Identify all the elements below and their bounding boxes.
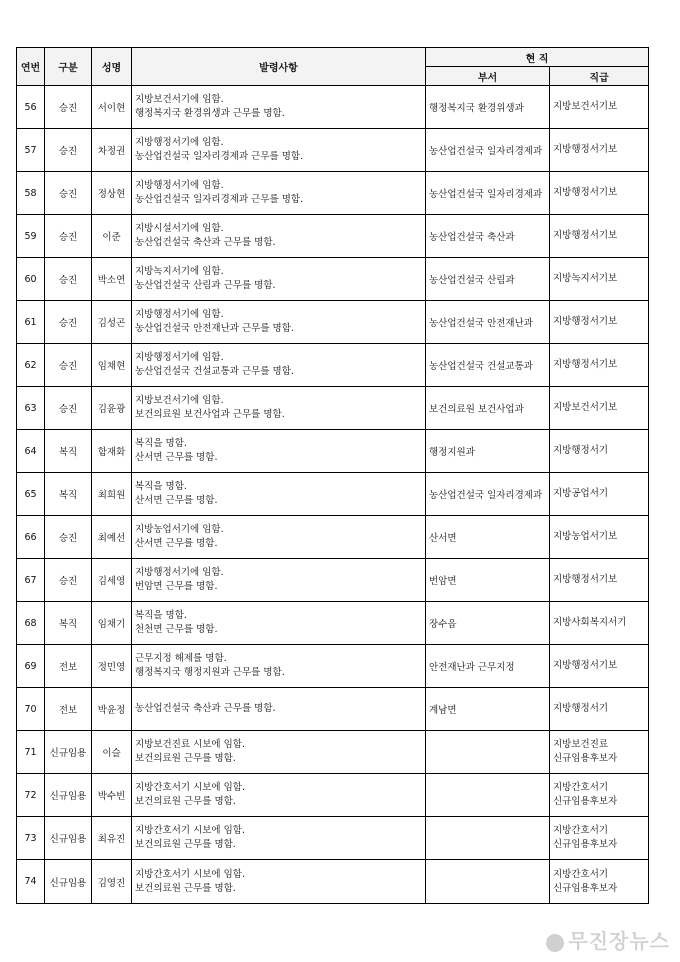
cell-name: 최예선 — [92, 516, 132, 559]
table-row — [17, 516, 649, 559]
rank-line-1: 지방공업서기 — [553, 488, 609, 499]
table-body — [17, 86, 649, 904]
cell-name: 김세영 — [92, 559, 132, 602]
table-row — [17, 559, 649, 602]
newspaper-logo-icon — [546, 934, 564, 952]
cell-department: 안전재난과 근무지정 — [426, 645, 550, 688]
table-row — [17, 344, 649, 387]
cell-department: 번암면 — [426, 559, 550, 602]
cell-rank — [550, 301, 649, 344]
table-row — [17, 387, 649, 430]
cell-rank — [550, 602, 649, 645]
cell-rank — [550, 129, 649, 172]
cell-type: 승진 — [45, 86, 92, 129]
rank-line-1: 지방간호서기 — [553, 782, 609, 793]
cell-name: 박수빈 — [92, 774, 132, 817]
cell-order — [132, 258, 426, 301]
header-rank: 직급 — [550, 67, 649, 86]
order-line-1: 농산업건설국 축산과 근무를 명함. — [135, 703, 276, 714]
cell-name: 함재화 — [92, 430, 132, 473]
order-line-1: 지방행정서기에 임함. — [135, 567, 224, 578]
table-row — [17, 731, 649, 774]
cell-order — [132, 86, 426, 129]
cell-type: 전보 — [45, 645, 92, 688]
cell-rank — [550, 688, 649, 731]
table-row — [17, 473, 649, 516]
order-line-1: 복직을 명함. — [135, 438, 187, 449]
cell-order — [132, 860, 426, 904]
cell-rank — [550, 473, 649, 516]
rank-line-1: 지방간호서기 — [553, 868, 609, 880]
cell-order — [132, 559, 426, 602]
rank-line-1: 지방간호서기 — [553, 825, 609, 836]
cell-order — [132, 602, 426, 645]
cell-no: 57 — [17, 129, 45, 172]
order-line-1: 근무지정 해제를 명함. — [135, 653, 227, 664]
cell-department: 계남면 — [426, 688, 550, 731]
table-row — [17, 860, 649, 904]
order-line-1: 지방행정서기에 임함. — [135, 309, 224, 320]
cell-no: 63 — [17, 387, 45, 430]
cell-no: 56 — [17, 86, 45, 129]
rank-line-2: 신규임용후보자 — [553, 796, 618, 807]
cell-type: 복직 — [45, 430, 92, 473]
table-row — [17, 301, 649, 344]
cell-order — [132, 688, 426, 731]
cell-name: 최유진 — [92, 817, 132, 860]
cell-name: 임채기 — [92, 602, 132, 645]
cell-department — [426, 774, 550, 817]
order-line-1: 지방보건서기에 임함. — [135, 94, 224, 105]
order-line-2: 농산업건설국 일자리경제과 근무를 명함. — [135, 151, 304, 162]
cell-order — [132, 215, 426, 258]
cell-order — [132, 774, 426, 817]
cell-no: 62 — [17, 344, 45, 387]
cell-type: 승진 — [45, 516, 92, 559]
cell-order — [132, 344, 426, 387]
cell-rank — [550, 430, 649, 473]
cell-rank — [550, 86, 649, 129]
cell-order — [132, 731, 426, 774]
cell-rank — [550, 387, 649, 430]
order-line-1: 지방농업서기에 임함. — [135, 524, 224, 535]
cell-type: 신규임용 — [45, 817, 92, 860]
cell-department: 행정복지국 환경위생과 — [426, 86, 550, 129]
table-row — [17, 817, 649, 860]
cell-name: 정상현 — [92, 172, 132, 215]
order-line-2: 보건의료원 근무를 명함. — [135, 753, 236, 764]
cell-type: 승진 — [45, 172, 92, 215]
cell-department: 장수읍 — [426, 602, 550, 645]
rank-line-1: 지방행정서기보 — [553, 230, 618, 241]
rank-line-1: 지방행정서기 — [553, 445, 609, 456]
cell-type: 신규임용 — [45, 774, 92, 817]
cell-type: 승진 — [45, 129, 92, 172]
cell-rank — [550, 645, 649, 688]
order-line-2: 행정복지국 행정지원과 근무를 명함. — [135, 667, 285, 678]
watermark-logo — [546, 925, 670, 954]
order-line-1: 지방녹지서기에 임함. — [135, 266, 224, 277]
cell-name: 박윤정 — [92, 688, 132, 731]
cell-rank — [550, 774, 649, 817]
table-row — [17, 645, 649, 688]
order-line-2: 행정복지국 환경위생과 근무를 명함. — [135, 108, 285, 119]
order-line-2: 보건의료원 근무를 명함. — [135, 839, 236, 850]
cell-department — [426, 860, 550, 904]
order-line-2: 번암면 근무를 명함. — [135, 581, 218, 592]
cell-no: 72 — [17, 774, 45, 817]
cell-name: 이슬 — [92, 731, 132, 774]
cell-no: 59 — [17, 215, 45, 258]
cell-no: 58 — [17, 172, 45, 215]
rank-line-1: 지방보건서기보 — [553, 402, 618, 413]
header-order: 발령사항 — [132, 48, 426, 86]
cell-type: 신규임용 — [45, 731, 92, 774]
cell-department: 농산업건설국 건설교통과 — [426, 344, 550, 387]
cell-type: 복직 — [45, 602, 92, 645]
order-line-2: 농산업건설국 건설교통과 근무를 명함. — [135, 366, 294, 377]
cell-no: 68 — [17, 602, 45, 645]
order-line-1: 지방행정서기에 임함. — [135, 180, 224, 191]
order-line-1: 복직을 명함. — [135, 610, 187, 621]
order-line-1: 지방간호서기 시보에 임함. — [135, 868, 246, 880]
cell-department: 농산업건설국 일자리경제과 — [426, 129, 550, 172]
cell-no: 74 — [17, 860, 45, 904]
order-line-2: 산서면 근무를 명함. — [135, 495, 218, 506]
rank-line-1: 지방녹지서기보 — [553, 273, 618, 284]
order-line-2: 농산업건설국 안전재난과 근무를 명함. — [135, 323, 294, 334]
rank-line-1: 지방행정서기보 — [553, 316, 618, 327]
cell-department: 농산업건설국 안전재난과 — [426, 301, 550, 344]
appointment-table — [16, 47, 649, 904]
cell-type: 신규임용 — [45, 860, 92, 904]
cell-no: 73 — [17, 817, 45, 860]
cell-department: 농산업건설국 축산과 — [426, 215, 550, 258]
rank-line-1: 지방행정서기보 — [553, 187, 618, 198]
rank-line-1: 지방행정서기보 — [553, 660, 618, 671]
cell-order — [132, 645, 426, 688]
order-line-1: 복직을 명함. — [135, 481, 187, 492]
rank-line-1: 지방행정서기보 — [553, 359, 618, 370]
cell-no: 60 — [17, 258, 45, 301]
cell-name: 임채현 — [92, 344, 132, 387]
cell-type: 복직 — [45, 473, 92, 516]
cell-order — [132, 129, 426, 172]
cell-no: 70 — [17, 688, 45, 731]
cell-no: 66 — [17, 516, 45, 559]
cell-rank — [550, 860, 649, 904]
table-row — [17, 172, 649, 215]
order-line-2: 산서면 근무를 명함. — [135, 538, 218, 549]
cell-type: 승진 — [45, 301, 92, 344]
rank-line-1: 지방농업서기보 — [553, 531, 618, 542]
cell-department: 농산업건설국 산림과 — [426, 258, 550, 301]
cell-no: 71 — [17, 731, 45, 774]
header-type: 구분 — [45, 48, 92, 86]
header-department: 부서 — [426, 67, 550, 86]
cell-order — [132, 473, 426, 516]
cell-no: 67 — [17, 559, 45, 602]
rank-line-1: 지방행정서기 — [553, 703, 609, 714]
cell-rank — [550, 516, 649, 559]
order-line-2: 보건의료원 보건사업과 근무를 명함. — [135, 409, 285, 420]
order-line-1: 지방시설서기에 임함. — [135, 223, 224, 234]
cell-order — [132, 301, 426, 344]
order-line-1: 지방보건진료 시보에 임함. — [135, 739, 246, 750]
order-line-1: 지방간호서기 시보에 임함. — [135, 825, 246, 836]
cell-rank — [550, 215, 649, 258]
table-row — [17, 602, 649, 645]
order-line-2: 천천면 근무를 명함. — [135, 624, 218, 635]
table-row — [17, 86, 649, 129]
order-line-2: 농산업건설국 산림과 근무를 명함. — [135, 280, 276, 291]
rank-line-1: 지방보건진료 — [553, 739, 609, 750]
cell-name: 이준 — [92, 215, 132, 258]
cell-department: 산서면 — [426, 516, 550, 559]
cell-order — [132, 387, 426, 430]
order-line-2: 보건의료원 근무를 명함. — [135, 882, 236, 894]
order-line-1: 지방간호서기 시보에 임함. — [135, 782, 246, 793]
table-row — [17, 215, 649, 258]
order-line-2: 산서면 근무를 명함. — [135, 452, 218, 463]
cell-department — [426, 731, 550, 774]
header-no: 연번 — [17, 48, 45, 86]
order-line-2: 농산업건설국 축산과 근무를 명함. — [135, 237, 276, 248]
cell-type: 승진 — [45, 559, 92, 602]
cell-rank — [550, 344, 649, 387]
order-line-1: 지방행정서기에 임함. — [135, 352, 224, 363]
cell-order — [132, 516, 426, 559]
table-row — [17, 430, 649, 473]
cell-name: 김영진 — [92, 860, 132, 904]
cell-type: 승진 — [45, 344, 92, 387]
order-line-2: 보건의료원 근무를 명함. — [135, 796, 236, 807]
rank-line-2: 신규임용후보자 — [553, 839, 618, 850]
cell-rank — [550, 559, 649, 602]
cell-name: 차정권 — [92, 129, 132, 172]
cell-type: 전보 — [45, 688, 92, 731]
header-current-position: 현 직 — [426, 48, 649, 67]
cell-name: 정민영 — [92, 645, 132, 688]
cell-order — [132, 817, 426, 860]
header-name: 성명 — [92, 48, 132, 86]
cell-name: 최희원 — [92, 473, 132, 516]
cell-type: 승진 — [45, 215, 92, 258]
cell-no: 69 — [17, 645, 45, 688]
cell-rank — [550, 258, 649, 301]
cell-no: 65 — [17, 473, 45, 516]
rank-line-2: 신규임용후보자 — [553, 882, 618, 894]
cell-rank — [550, 172, 649, 215]
order-line-2: 농산업건설국 일자리경제과 근무를 명함. — [135, 194, 304, 205]
cell-department: 보건의료원 보건사업과 — [426, 387, 550, 430]
cell-type: 승진 — [45, 258, 92, 301]
table-row — [17, 774, 649, 817]
cell-no: 64 — [17, 430, 45, 473]
cell-order — [132, 430, 426, 473]
cell-type: 승진 — [45, 387, 92, 430]
rank-line-1: 지방보건서기보 — [553, 101, 618, 112]
cell-rank — [550, 817, 649, 860]
order-line-1: 지방행정서기에 임함. — [135, 137, 224, 148]
cell-department: 행정지원과 — [426, 430, 550, 473]
cell-department — [426, 817, 550, 860]
cell-no: 61 — [17, 301, 45, 344]
order-line-1: 지방보건서기에 임함. — [135, 395, 224, 406]
watermark-text: 무진장뉴스 — [568, 929, 670, 953]
rank-line-1: 지방행정서기보 — [553, 144, 618, 155]
cell-rank — [550, 731, 649, 774]
cell-name: 김윤광 — [92, 387, 132, 430]
table-row — [17, 688, 649, 731]
cell-name: 박소연 — [92, 258, 132, 301]
cell-name: 김성곤 — [92, 301, 132, 344]
rank-line-1: 지방행정서기보 — [553, 574, 618, 585]
cell-name: 서이현 — [92, 86, 132, 129]
cell-order — [132, 172, 426, 215]
rank-line-1: 지방사회복지서기 — [553, 617, 627, 628]
cell-department: 농산업건설국 일자리경제과 — [426, 473, 550, 516]
table-row — [17, 129, 649, 172]
cell-department: 농산업건설국 일자리경제과 — [426, 172, 550, 215]
rank-line-2: 신규임용후보자 — [553, 753, 618, 764]
table-row — [17, 258, 649, 301]
